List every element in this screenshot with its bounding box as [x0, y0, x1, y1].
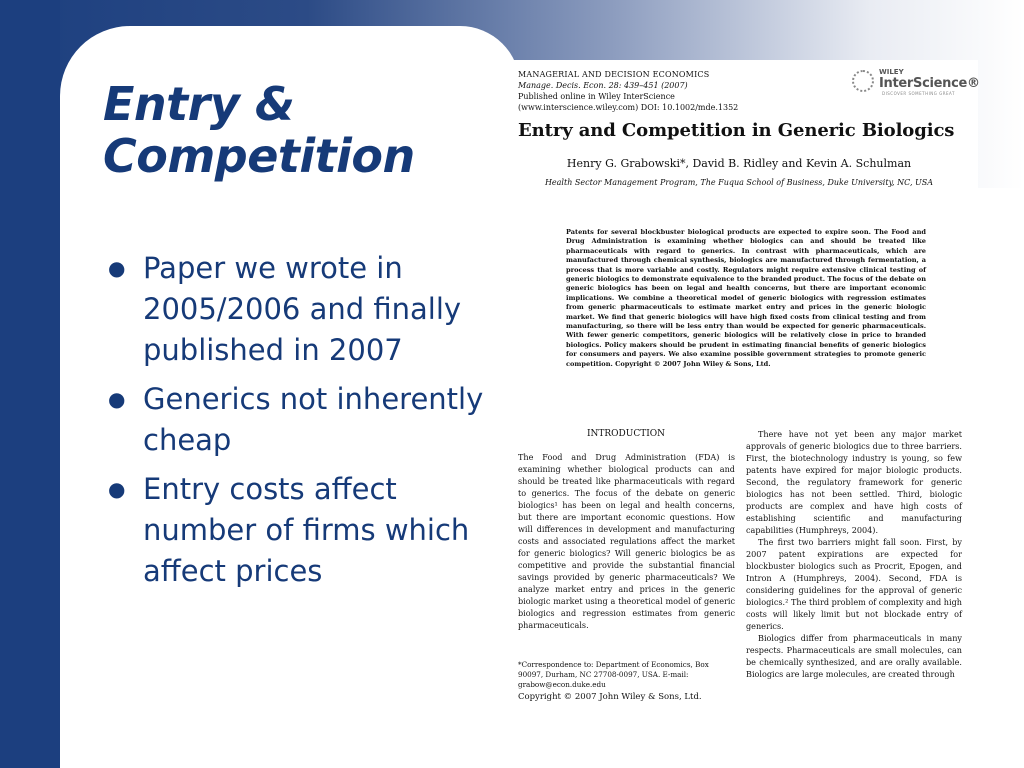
intro-paragraph: The first two barriers might fall soon. First, by 2007 patent expirations are expected for blockbuster biologics such as Procrit, Epogen, and Intron A (Humphreys, 2004). Second, FDA is considering guidelines for the approval of generic biologics.² The third problem of complexity and high costs will likely limit but not blockade entry of generics. — [746, 537, 962, 631]
bullet-text: Paper we wrote in 2005/2006 and finally published in 2007 — [143, 251, 462, 367]
paper-abstract: Patents for several blockbuster biological products are expected to expire soon. The Food and Drug Administration is examining whether biologics can and should be treated like pharmaceuticals with regard to generics. In contrast with pharmaceuticals, which are manufactured through chemical synthesis, biologics are manufactured through fermentation, a process that is more variable and costly. Regulators might require extensive clinical testing of generic biologics to demonstrate equivalence to the branded product. The focus of the debate on generic biologics has been on legal and health concerns, but there are important economic implications. We combine a theoretical model of generic biologics with regression estimates from generic pharmaceuticals to estimate market entry and prices in the generic biologic market. We find that generic biologics will have high fixed costs from clinical testing and from manufacturing, so there will be less entry than would be expected for generic pharmaceuticals. With fewer generic competitors, generic biologics will be relatively close in price to branded biologics. Policy makers should be prudent in estimating financial benefits of generic biologics for consumers and payers. We also examine possible government strategies to promote generic competition. Copyright © 2007 John Wiley & Sons, Ltd. — [566, 228, 926, 368]
intro-paragraph: The Food and Drug Administration (FDA) is examining whether biological products can and should be treated like pharmaceuticals with regard to generics. The focus of the debate on generic biologics¹ has been on legal and health concerns, but there are important economic questions. How will differences in development and manufacturing costs and associated regulations affect the market for generic biologics? Will generic biologics be as competitive and provide the substantial financial savings provided by generic pharmaceuticals? We analyze market entry and prices in the generic biologic market using a theoretical model of generic biologics and regression estimates from generic pharmaceuticals. — [518, 452, 735, 630]
logo-tagline: DISCOVER SOMETHING GREAT — [882, 91, 955, 96]
slide-title — [103, 78, 483, 182]
journal-header — [518, 69, 738, 113]
logo-interscience-text: InterScience® — [879, 76, 980, 91]
bullet-item — [108, 469, 488, 592]
journal-citation: Manage. Decis. Econ. 28: 439–451 (2007) — [518, 81, 688, 90]
bullet-text: Entry costs affect number of firms which affect prices — [143, 472, 470, 588]
interscience-logo — [852, 68, 980, 98]
bullet-dot-icon: ● — [108, 387, 126, 411]
paper-first-page-image — [500, 60, 978, 720]
paper-authors: Henry G. Grabowski*, David B. Ridley and Kevin A. Schulman — [566, 157, 912, 170]
bullet-text: Generics not inherently cheap — [143, 382, 484, 457]
bullet-item — [108, 248, 488, 371]
introduction-left-column — [518, 451, 735, 631]
bullet-dot-icon: ● — [108, 477, 126, 501]
intro-paragraph: Biologics differ from pharmaceuticals in many respects. Pharmaceuticals are small molecules, can be chemically synthesized, and are orally available. Biologics are large molecules, are created through — [746, 633, 962, 679]
bullet-list — [108, 248, 488, 600]
logo-wiley-text: WILEY — [879, 68, 904, 76]
intro-paragraph: There have not yet been any major market approvals of generic biologics due to three barriers. First, the biotechnology industry is young, so few patents have expired for major biologic products. Second, the regulatory framework for generic biologics has not been settled. Third, biologic products are complex and have high costs of establishing scientific and manufacturing capabilities (Humphreys, 2004). — [746, 429, 962, 535]
journal-doi: (www.interscience.wiley.com) DOI: 10.1002/mde.1352 — [518, 103, 739, 112]
paper-affiliation: Health Sector Management Program, The Fuqua School of Business, Duke University, NC, USA — [544, 178, 934, 187]
introduction-right-column — [746, 428, 962, 680]
bullet-item — [108, 379, 488, 461]
introduction-heading: INTRODUCTION — [586, 429, 666, 439]
correspondence-footnote: *Correspondence to: Department of Economics, Box 90097, Durham, NC 27708-0097, USA. E-mail: grabow@econ.duke.edu — [518, 660, 709, 689]
journal-published-line: Published online in Wiley InterScience — [518, 92, 675, 101]
slide-title-line-2: Competition — [103, 129, 415, 183]
paper-copyright: Copyright © 2007 John Wiley & Sons, Ltd. — [518, 692, 702, 702]
slide-title-line-1: Entry & — [103, 77, 295, 131]
paper-title: Entry and Competition in Generic Biologics — [518, 120, 955, 141]
journal-name: MANAGERIAL AND DECISION ECONOMICS — [518, 70, 710, 79]
bullet-dot-icon: ● — [108, 256, 126, 280]
left-blue-band — [0, 0, 60, 768]
interscience-globe-icon — [852, 70, 874, 92]
